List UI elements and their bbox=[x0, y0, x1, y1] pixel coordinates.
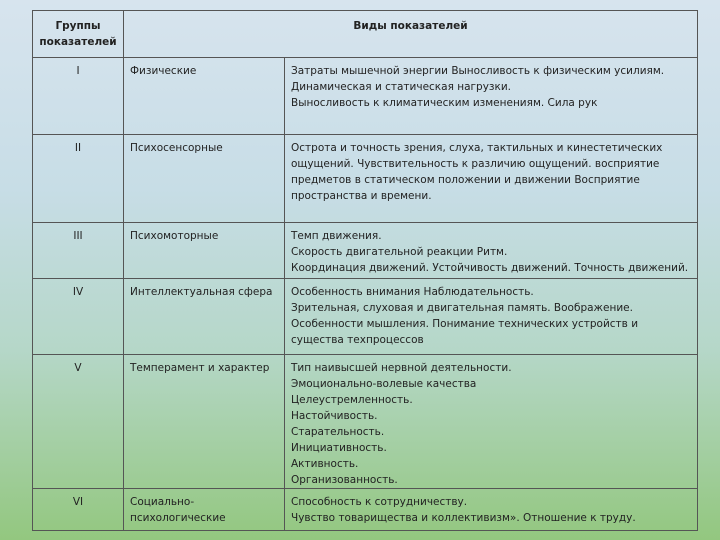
group-line: Интеллектуальная сфера bbox=[130, 286, 273, 298]
row-group bbox=[124, 489, 285, 531]
desc-line: Зрительная, слуховая и двигательная память. Воображение. bbox=[291, 302, 633, 314]
row-number: III bbox=[33, 223, 124, 279]
table-row bbox=[33, 279, 698, 355]
desc-line: Эмоционально-волевые качества bbox=[291, 378, 477, 390]
group-line: Темперамент и характер bbox=[130, 362, 270, 374]
desc-line: Настойчивость. bbox=[291, 410, 378, 422]
table-row bbox=[33, 135, 698, 223]
desc-line: ощущений. Чувствительность к различию ощущений. восприятие bbox=[291, 158, 660, 170]
header-types-label: Виды показателей bbox=[353, 20, 468, 32]
desc-line: Тип наивысшей нервной деятельности. bbox=[291, 362, 512, 374]
desc-line: пространства и времени. bbox=[291, 190, 432, 202]
header-groups bbox=[33, 11, 124, 58]
desc-line: Особенности мышления. Понимание технических устройств и bbox=[291, 318, 639, 330]
row-group bbox=[124, 223, 285, 279]
header-types bbox=[124, 11, 698, 58]
desc-line: предметов в статическом положении и движении Восприятие bbox=[291, 174, 640, 186]
table-header-row bbox=[33, 11, 698, 58]
row-number: II bbox=[33, 135, 124, 223]
desc-line: Темп движения. bbox=[291, 230, 382, 242]
desc-line: Активность. bbox=[291, 458, 359, 470]
row-group bbox=[124, 135, 285, 223]
table-row bbox=[33, 355, 698, 489]
table-row bbox=[33, 489, 698, 531]
row-group bbox=[124, 279, 285, 355]
table-row bbox=[33, 58, 698, 135]
desc-line: Динамическая и статическая нагрузки. bbox=[291, 81, 512, 93]
desc-line: Выносливость к климатическим изменениям. Сила рук bbox=[291, 97, 598, 109]
row-description bbox=[285, 135, 698, 223]
desc-line: Чувство товарищества и коллективизм». Отношение к труду. bbox=[291, 512, 636, 524]
row-description bbox=[285, 223, 698, 279]
group-line: Физические bbox=[130, 65, 197, 77]
row-description bbox=[285, 489, 698, 531]
row-number: VI bbox=[33, 489, 124, 531]
row-description bbox=[285, 58, 698, 135]
indicators-table bbox=[32, 10, 698, 531]
desc-line: Особенность внимания Наблюдательность. bbox=[291, 286, 534, 298]
desc-line: Острота и точность зрения, слуха, тактильных и кинестетических bbox=[291, 142, 663, 154]
row-number: IV bbox=[33, 279, 124, 355]
row-group bbox=[124, 58, 285, 135]
desc-line: Скорость двигательной реакции Ритм. bbox=[291, 246, 508, 258]
desc-line: Координация движений. Устойчивость движений. Точность движений. bbox=[291, 262, 689, 274]
row-description bbox=[285, 355, 698, 489]
desc-line: Организованность. bbox=[291, 474, 398, 486]
desc-line: Способность к сотрудничеству. bbox=[291, 496, 468, 508]
group-line: психологические bbox=[130, 512, 226, 524]
desc-line: Затраты мышечной энергии Выносливость к физическим усилиям. bbox=[291, 65, 665, 77]
header-groups-label: Группы показателей bbox=[39, 20, 117, 48]
row-description bbox=[285, 279, 698, 355]
row-group bbox=[124, 355, 285, 489]
row-number: I bbox=[33, 58, 124, 135]
table-row bbox=[33, 223, 698, 279]
group-line: Психомоторные bbox=[130, 230, 219, 242]
row-number: V bbox=[33, 355, 124, 489]
desc-line: существа техпроцессов bbox=[291, 334, 424, 346]
desc-line: Старательность. bbox=[291, 426, 385, 438]
desc-line: Целеустремленность. bbox=[291, 394, 413, 406]
group-line: Социально- bbox=[130, 496, 195, 508]
group-line: Психосенсорные bbox=[130, 142, 223, 154]
desc-line: Инициативность. bbox=[291, 442, 387, 454]
